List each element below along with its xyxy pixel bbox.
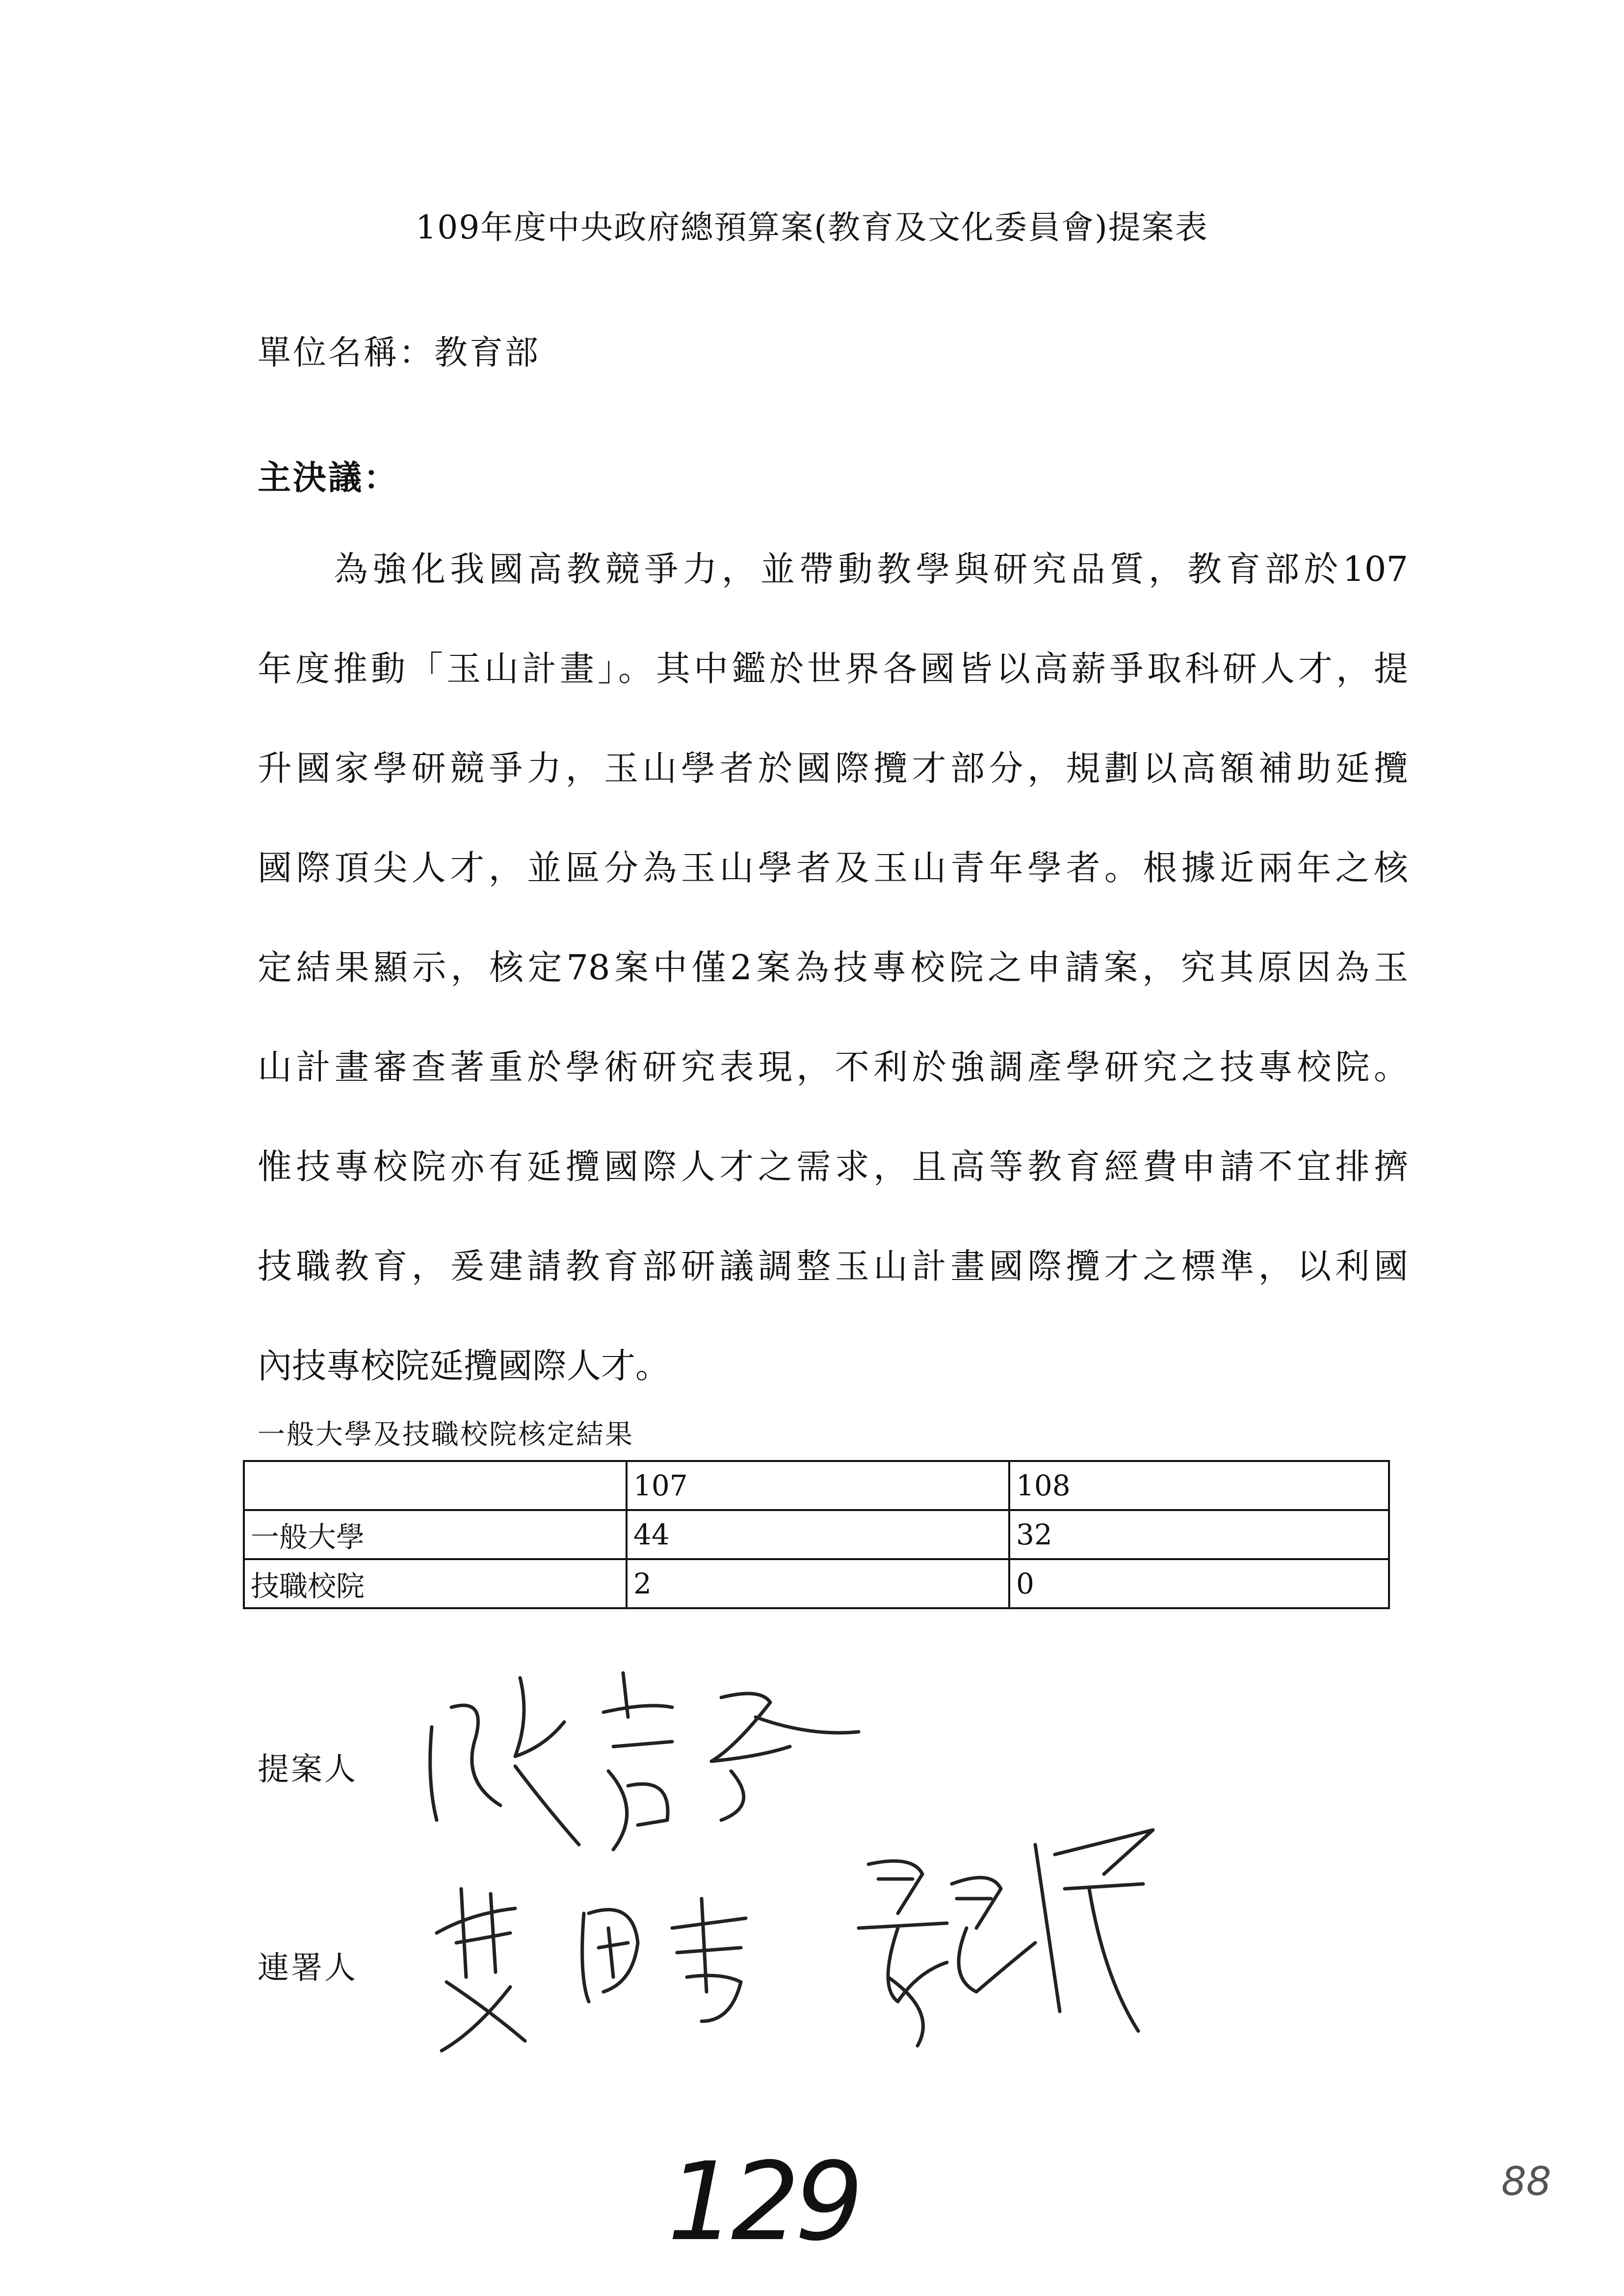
table-cell: 一般大學 (244, 1510, 627, 1559)
cosigner-label: 連署人 (258, 1950, 358, 1986)
table-cell: 44 (627, 1510, 1009, 1559)
table-cell: 32 (1009, 1510, 1389, 1559)
document-title: 109年度中央政府總預算案(教育及文化委員會)提案表 (416, 209, 1208, 246)
handwritten-page-number: 129 (667, 2139, 859, 2265)
paragraph-line: 技職教育，爰建請教育部研議調整玉山計畫國際攬才之標準，以利國 (258, 1246, 1408, 1286)
paragraph-line: 為強化我國高教競爭力，並帶動教學與研究品質，教育部於107 (334, 549, 1408, 589)
table-cell: 0 (1009, 1559, 1389, 1608)
table-header-row (244, 1461, 1389, 1510)
table-caption: 一般大學及技職校院核定結果 (258, 1419, 634, 1451)
table-row (244, 1559, 1389, 1608)
unit-name: 單位名稱：教育部 (258, 334, 541, 372)
results-table (243, 1460, 1390, 1609)
proposer-label: 提案人 (258, 1751, 358, 1788)
table-row (244, 1510, 1389, 1559)
paragraph-line: 年度推動「玉山計畫」。其中鑑於世界各國皆以高薪爭取科研人才，提 (258, 649, 1408, 689)
paragraph-line: 惟技專校院亦有延攬國際人才之需求，且高等教育經費申請不宜排擠 (258, 1147, 1408, 1187)
paragraph-line: 內技專校院延攬國際人才。 (258, 1346, 670, 1386)
table-header-cell: 108 (1009, 1461, 1389, 1510)
cosigner-signatures (427, 1815, 1310, 2090)
margin-page-number: 88 (1501, 2159, 1551, 2204)
paragraph-line: 定結果顯示，核定78案中僅2案為技專校院之申請案，究其原因為玉 (258, 947, 1408, 988)
table-cell: 技職校院 (244, 1559, 627, 1608)
table-header-cell (244, 1461, 627, 1510)
paragraph-line: 升國家學研競爭力，玉山學者於國際攬才部分，規劃以高額補助延攬 (258, 748, 1408, 788)
resolution-heading: 主決議： (258, 458, 399, 497)
table-cell: 2 (627, 1559, 1009, 1608)
paragraph-line: 國際頂尖人才，並區分為玉山學者及玉山青年學者。根據近兩年之核 (258, 848, 1408, 888)
paragraph-line: 山計畫審查著重於學術研究表現，不利於強調產學研究之技專校院。 (258, 1047, 1408, 1087)
table-header-cell: 107 (627, 1461, 1009, 1510)
